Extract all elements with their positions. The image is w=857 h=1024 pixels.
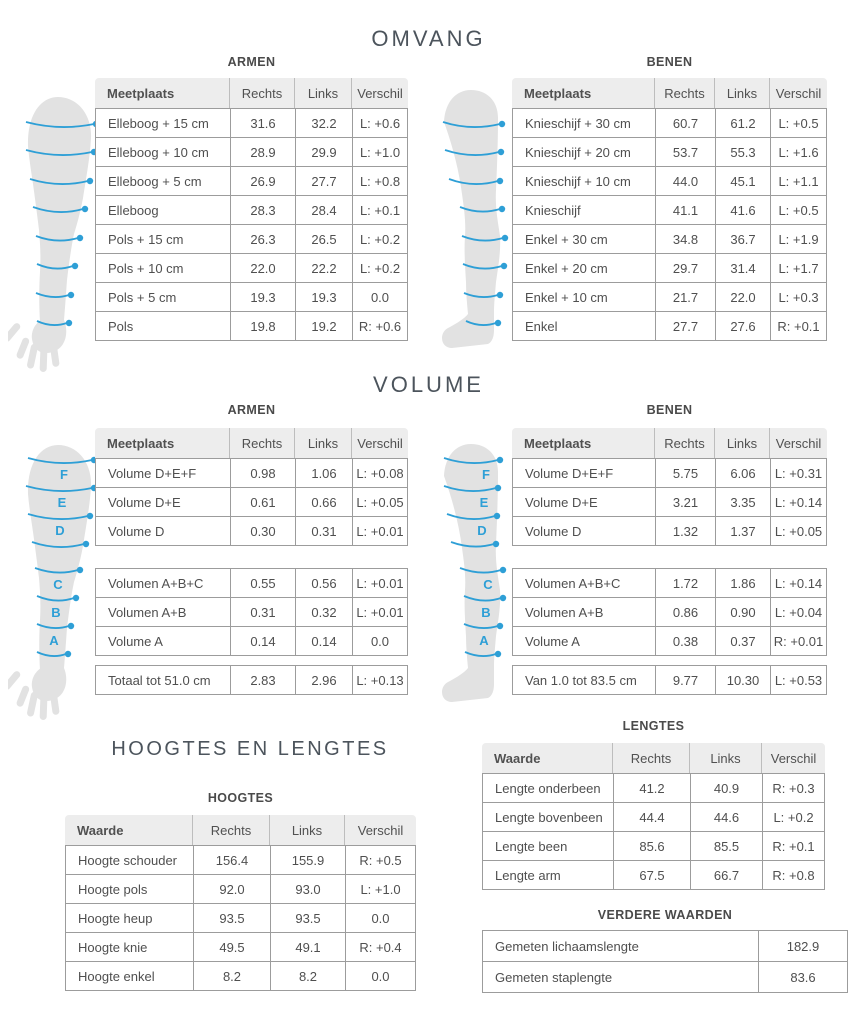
table-label-volume-benen: BENEN bbox=[646, 403, 693, 417]
row-value-verschil: R: +0.1 bbox=[762, 831, 825, 860]
col-verschil: Verschil bbox=[352, 428, 408, 458]
row-value-verschil: L: +0.2 bbox=[352, 253, 408, 282]
table-row bbox=[482, 860, 825, 890]
table-row bbox=[95, 597, 408, 626]
table-row bbox=[65, 874, 416, 903]
row-label: Volume D+E+F bbox=[95, 458, 230, 487]
row-value-links: 0.56 bbox=[295, 568, 352, 597]
row-label: Volume D bbox=[512, 516, 655, 546]
row-value-verschil: L: +0.14 bbox=[770, 487, 827, 516]
row-value-rechts: 8.2 bbox=[193, 961, 270, 991]
row-value-verschil: L: +1.0 bbox=[352, 137, 408, 166]
row-label: Gemeten lichaamslengte bbox=[482, 930, 758, 961]
row-label: Lengte bovenbeen bbox=[482, 802, 613, 831]
header-row bbox=[65, 815, 416, 845]
row-value-links: 1.06 bbox=[295, 458, 352, 487]
table-label-omvang-benen: BENEN bbox=[646, 55, 693, 69]
row-value-links: 1.86 bbox=[715, 568, 770, 597]
row-value-rechts: 19.8 bbox=[230, 311, 295, 341]
header-row bbox=[95, 78, 408, 108]
arm-illustration-omvang bbox=[8, 84, 103, 374]
zone-label-a: A bbox=[49, 633, 59, 648]
row-value-verschil: L: +0.13 bbox=[352, 665, 408, 695]
table-label-hoogtes: HOOGTES bbox=[207, 791, 274, 805]
row-label: Volumen A+B bbox=[95, 597, 230, 626]
table-row bbox=[65, 903, 416, 932]
row-value-rechts: 92.0 bbox=[193, 874, 270, 903]
col-verschil: Verschil bbox=[345, 815, 416, 845]
volume-armen-total-table bbox=[95, 665, 408, 695]
row-value-links: 10.30 bbox=[715, 665, 770, 695]
row-label: Gemeten staplengte bbox=[482, 961, 758, 993]
table-row bbox=[482, 961, 848, 993]
row-value-rechts: 0.38 bbox=[655, 626, 715, 656]
row-label: Volume A bbox=[95, 626, 230, 656]
row-value-verschil: L: +0.04 bbox=[770, 597, 827, 626]
row-label: Lengte been bbox=[482, 831, 613, 860]
volume-benen-upper-table bbox=[512, 428, 827, 546]
verdere-waarden-table bbox=[482, 930, 848, 993]
row-value-links: 66.7 bbox=[690, 860, 762, 890]
row-value-verschil: L: +0.08 bbox=[352, 458, 408, 487]
row-value-rechts: 0.98 bbox=[230, 458, 295, 487]
row-value-verschil: R: +0.6 bbox=[352, 311, 408, 341]
row-value-rechts: 1.32 bbox=[655, 516, 715, 546]
table-row bbox=[512, 487, 827, 516]
table-row bbox=[95, 224, 408, 253]
row-value-verschil: L: +1.1 bbox=[770, 166, 827, 195]
omvang-benen-table bbox=[512, 78, 827, 341]
row-value-verschil: L: +0.6 bbox=[352, 108, 408, 137]
row-value-verschil: 0.0 bbox=[352, 282, 408, 311]
table-row bbox=[95, 626, 408, 656]
row-value-verschil: L: +0.05 bbox=[352, 487, 408, 516]
row-label: Enkel + 10 cm bbox=[512, 282, 655, 311]
col-links: Links bbox=[295, 428, 352, 458]
row-value-links: 36.7 bbox=[715, 224, 770, 253]
row-value-rechts: 19.3 bbox=[230, 282, 295, 311]
col-verschil: Verschil bbox=[770, 428, 827, 458]
row-value-rechts: 0.61 bbox=[230, 487, 295, 516]
row-value-links: 31.4 bbox=[715, 253, 770, 282]
col-rechts: Rechts bbox=[613, 743, 690, 773]
row-label: Volume D+E bbox=[512, 487, 655, 516]
row-label: Elleboog + 15 cm bbox=[95, 108, 230, 137]
col-waarde: Waarde bbox=[482, 743, 613, 773]
row-label: Hoogte enkel bbox=[65, 961, 193, 991]
table-row bbox=[512, 282, 827, 311]
row-value-links: 55.3 bbox=[715, 137, 770, 166]
table-row bbox=[512, 626, 827, 656]
zone-label-d: D bbox=[55, 523, 65, 538]
row-value-verschil: 0.0 bbox=[345, 903, 416, 932]
row-value-verschil: L: +0.14 bbox=[770, 568, 827, 597]
row-label: Lengte arm bbox=[482, 860, 613, 890]
zone-label-b: B bbox=[481, 605, 491, 620]
row-value-rechts: 44.4 bbox=[613, 802, 690, 831]
row-label: Totaal tot 51.0 cm bbox=[95, 665, 230, 695]
row-value-verschil: L: +0.1 bbox=[352, 195, 408, 224]
row-value-links: 2.96 bbox=[295, 665, 352, 695]
row-value-links: 0.31 bbox=[295, 516, 352, 546]
row-value-rechts: 26.9 bbox=[230, 166, 295, 195]
row-value-rechts: 60.7 bbox=[655, 108, 715, 137]
row-label: Hoogte schouder bbox=[65, 845, 193, 874]
section-title-omvang: OMVANG bbox=[371, 26, 486, 51]
zone-label-f: F bbox=[482, 467, 490, 482]
row-value-rechts: 34.8 bbox=[655, 224, 715, 253]
row-value-links: 19.2 bbox=[295, 311, 352, 341]
row-value-links: 85.5 bbox=[690, 831, 762, 860]
row-value-verschil: 0.0 bbox=[352, 626, 408, 656]
row-value-verschil: L: +0.01 bbox=[352, 568, 408, 597]
row-value-rechts: 0.31 bbox=[230, 597, 295, 626]
table-label-volume-armen: ARMEN bbox=[227, 403, 276, 417]
row-value-links: 3.35 bbox=[715, 487, 770, 516]
row-value-links: 49.1 bbox=[270, 932, 345, 961]
row-value-rechts: 93.5 bbox=[193, 903, 270, 932]
row-value-rechts: 3.21 bbox=[655, 487, 715, 516]
row-value-rechts: 29.7 bbox=[655, 253, 715, 282]
row-label: Pols + 15 cm bbox=[95, 224, 230, 253]
row-value-verschil: L: +0.5 bbox=[770, 195, 827, 224]
row-value-rechts: 31.6 bbox=[230, 108, 295, 137]
table-row bbox=[95, 487, 408, 516]
row-label: Volume D+E bbox=[95, 487, 230, 516]
row-label: Volumen A+B+C bbox=[95, 568, 230, 597]
col-meetplaats: Meetplaats bbox=[512, 428, 655, 458]
row-label: Pols bbox=[95, 311, 230, 341]
row-value-links: 6.06 bbox=[715, 458, 770, 487]
table-row bbox=[95, 253, 408, 282]
row-value-rechts: 22.0 bbox=[230, 253, 295, 282]
row-value-rechts: 0.55 bbox=[230, 568, 295, 597]
col-meetplaats: Meetplaats bbox=[512, 78, 655, 108]
table-row bbox=[512, 195, 827, 224]
table-row bbox=[95, 516, 408, 546]
header-row bbox=[95, 428, 408, 458]
col-rechts: Rechts bbox=[230, 78, 295, 108]
row-value-verschil: L: +1.0 bbox=[345, 874, 416, 903]
omvang-armen-table bbox=[95, 78, 408, 341]
row-value-rechts: 85.6 bbox=[613, 831, 690, 860]
table-row bbox=[512, 516, 827, 546]
table-row bbox=[482, 831, 825, 860]
table-row bbox=[512, 108, 827, 137]
row-value-links: 27.7 bbox=[295, 166, 352, 195]
row-value-rechts: 0.30 bbox=[230, 516, 295, 546]
row-value-verschil: R: +0.3 bbox=[762, 773, 825, 802]
table-label-verdere-waarden: VERDERE WAARDEN bbox=[597, 908, 733, 922]
col-meetplaats: Meetplaats bbox=[95, 428, 230, 458]
row-value-links: 29.9 bbox=[295, 137, 352, 166]
table-row bbox=[95, 137, 408, 166]
row-label: Volumen A+B+C bbox=[512, 568, 655, 597]
hoogtes-table bbox=[65, 815, 416, 991]
row-value-verschil: L: +0.31 bbox=[770, 458, 827, 487]
section-title-hoogtes-en-lengtes: HOOGTES EN LENGTES bbox=[111, 738, 389, 760]
zone-label-b: B bbox=[51, 605, 61, 620]
row-value-rechts: 28.9 bbox=[230, 137, 295, 166]
col-verschil: Verschil bbox=[762, 743, 825, 773]
row-value-links: 0.37 bbox=[715, 626, 770, 656]
row-label: Pols + 10 cm bbox=[95, 253, 230, 282]
row-label: Enkel + 20 cm bbox=[512, 253, 655, 282]
row-value-rechts: 21.7 bbox=[655, 282, 715, 311]
table-row bbox=[512, 224, 827, 253]
row-value-verschil: L: +0.01 bbox=[352, 597, 408, 626]
row-value-verschil: L: +0.3 bbox=[770, 282, 827, 311]
row-value-rechts: 1.72 bbox=[655, 568, 715, 597]
table-row bbox=[65, 845, 416, 874]
row-label: Volumen A+B bbox=[512, 597, 655, 626]
row-value-verschil: L: +1.7 bbox=[770, 253, 827, 282]
row-value-links: 0.32 bbox=[295, 597, 352, 626]
row-value-rechts: 41.1 bbox=[655, 195, 715, 224]
section-title-volume: VOLUME bbox=[373, 372, 484, 397]
col-links: Links bbox=[270, 815, 345, 845]
col-links: Links bbox=[715, 78, 770, 108]
header-row bbox=[482, 743, 825, 773]
row-label: Volume A bbox=[512, 626, 655, 656]
table-row bbox=[95, 665, 408, 695]
zone-label-e: E bbox=[57, 495, 67, 510]
col-meetplaats: Meetplaats bbox=[95, 78, 230, 108]
row-value-verschil: R: +0.4 bbox=[345, 932, 416, 961]
row-label: Knieschijf + 30 cm bbox=[512, 108, 655, 137]
table-row bbox=[95, 282, 408, 311]
col-waarde: Waarde bbox=[65, 815, 193, 845]
row-value-verschil: L: +0.05 bbox=[770, 516, 827, 546]
row-value-links: 8.2 bbox=[270, 961, 345, 991]
row-label: Pols + 5 cm bbox=[95, 282, 230, 311]
row-value-rechts: 0.14 bbox=[230, 626, 295, 656]
lengtes-table bbox=[482, 743, 825, 890]
row-label: Volume D bbox=[95, 516, 230, 546]
row-value-links: 28.4 bbox=[295, 195, 352, 224]
row-value-verschil: L: +0.2 bbox=[762, 802, 825, 831]
row-value-rechts: 26.3 bbox=[230, 224, 295, 253]
header-row bbox=[512, 78, 827, 108]
table-row bbox=[95, 195, 408, 224]
table-label-lengtes: LENGTES bbox=[622, 719, 685, 733]
row-value-verschil: R: +0.1 bbox=[770, 311, 827, 341]
table-row bbox=[512, 311, 827, 341]
arm-illustration-volume bbox=[8, 432, 103, 722]
row-value-links: 0.66 bbox=[295, 487, 352, 516]
row-value-links: 93.0 bbox=[270, 874, 345, 903]
volume-armen-lower-table bbox=[95, 568, 408, 656]
row-value-rechts: 9.77 bbox=[655, 665, 715, 695]
row-value-verschil: L: +0.8 bbox=[352, 166, 408, 195]
row-value-links: 22.2 bbox=[295, 253, 352, 282]
row-label: Enkel bbox=[512, 311, 655, 341]
table-label-omvang-armen: ARMEN bbox=[227, 55, 276, 69]
table-row bbox=[95, 108, 408, 137]
row-value-links: 40.9 bbox=[690, 773, 762, 802]
volume-armen-upper-table bbox=[95, 428, 408, 546]
row-label: Hoogte pols bbox=[65, 874, 193, 903]
volume-benen-total-table bbox=[512, 665, 827, 695]
row-value-links: 45.1 bbox=[715, 166, 770, 195]
row-label: Van 1.0 tot 83.5 cm bbox=[512, 665, 655, 695]
row-label: Knieschijf + 20 cm bbox=[512, 137, 655, 166]
row-value-verschil: L: +0.01 bbox=[352, 516, 408, 546]
row-value-links: 19.3 bbox=[295, 282, 352, 311]
row-value-verschil: L: +0.53 bbox=[770, 665, 827, 695]
row-value-rechts: 27.7 bbox=[655, 311, 715, 341]
row-value-rechts: 53.7 bbox=[655, 137, 715, 166]
row-value-verschil: R: +0.01 bbox=[770, 626, 827, 656]
row-value-verschil: L: +0.2 bbox=[352, 224, 408, 253]
table-row bbox=[482, 773, 825, 802]
table-row bbox=[482, 930, 848, 961]
row-value-rechts: 156.4 bbox=[193, 845, 270, 874]
row-label: Knieschijf bbox=[512, 195, 655, 224]
col-rechts: Rechts bbox=[655, 428, 715, 458]
table-row bbox=[95, 568, 408, 597]
zone-label-f: F bbox=[60, 467, 68, 482]
row-label: Hoogte heup bbox=[65, 903, 193, 932]
row-value-links: 32.2 bbox=[295, 108, 352, 137]
table-row bbox=[95, 166, 408, 195]
row-value-links: 155.9 bbox=[270, 845, 345, 874]
row-value-value: 83.6 bbox=[758, 961, 848, 993]
row-value-verschil: R: +0.5 bbox=[345, 845, 416, 874]
table-row bbox=[512, 253, 827, 282]
row-value-rechts: 0.86 bbox=[655, 597, 715, 626]
row-value-value: 182.9 bbox=[758, 930, 848, 961]
row-label: Elleboog bbox=[95, 195, 230, 224]
table-row bbox=[512, 166, 827, 195]
zone-label-d: D bbox=[477, 523, 487, 538]
row-value-rechts: 49.5 bbox=[193, 932, 270, 961]
row-value-verschil: L: +1.9 bbox=[770, 224, 827, 253]
row-value-rechts: 2.83 bbox=[230, 665, 295, 695]
row-value-links: 1.37 bbox=[715, 516, 770, 546]
row-value-links: 26.5 bbox=[295, 224, 352, 253]
volume-benen-lower-table bbox=[512, 568, 827, 656]
row-label: Knieschijf + 10 cm bbox=[512, 166, 655, 195]
row-label: Lengte onderbeen bbox=[482, 773, 613, 802]
row-label: Volume D+E+F bbox=[512, 458, 655, 487]
row-value-links: 0.90 bbox=[715, 597, 770, 626]
col-verschil: Verschil bbox=[352, 78, 408, 108]
col-verschil: Verschil bbox=[770, 78, 827, 108]
row-value-verschil: 0.0 bbox=[345, 961, 416, 991]
row-value-verschil: L: +1.6 bbox=[770, 137, 827, 166]
table-row bbox=[65, 932, 416, 961]
table-row bbox=[512, 665, 827, 695]
row-value-rechts: 67.5 bbox=[613, 860, 690, 890]
table-row bbox=[95, 458, 408, 487]
row-value-rechts: 44.0 bbox=[655, 166, 715, 195]
col-links: Links bbox=[295, 78, 352, 108]
table-row bbox=[65, 961, 416, 991]
row-label: Elleboog + 10 cm bbox=[95, 137, 230, 166]
col-rechts: Rechts bbox=[655, 78, 715, 108]
row-value-links: 0.14 bbox=[295, 626, 352, 656]
col-rechts: Rechts bbox=[230, 428, 295, 458]
table-row bbox=[512, 568, 827, 597]
row-label: Hoogte knie bbox=[65, 932, 193, 961]
row-value-verschil: R: +0.8 bbox=[762, 860, 825, 890]
table-row bbox=[95, 311, 408, 341]
col-links: Links bbox=[715, 428, 770, 458]
row-value-links: 27.6 bbox=[715, 311, 770, 341]
zone-label-e: E bbox=[479, 495, 489, 510]
row-value-links: 22.0 bbox=[715, 282, 770, 311]
zone-label-c: C bbox=[483, 577, 493, 592]
row-value-links: 44.6 bbox=[690, 802, 762, 831]
row-label: Elleboog + 5 cm bbox=[95, 166, 230, 195]
header-row bbox=[512, 428, 827, 458]
zone-label-c: C bbox=[53, 577, 63, 592]
row-value-rechts: 5.75 bbox=[655, 458, 715, 487]
row-value-links: 61.2 bbox=[715, 108, 770, 137]
row-value-links: 41.6 bbox=[715, 195, 770, 224]
row-value-links: 93.5 bbox=[270, 903, 345, 932]
row-value-rechts: 41.2 bbox=[613, 773, 690, 802]
col-links: Links bbox=[690, 743, 762, 773]
row-value-rechts: 28.3 bbox=[230, 195, 295, 224]
col-rechts: Rechts bbox=[193, 815, 270, 845]
table-row bbox=[512, 597, 827, 626]
table-row bbox=[482, 802, 825, 831]
row-value-verschil: L: +0.5 bbox=[770, 108, 827, 137]
table-row bbox=[512, 137, 827, 166]
zone-label-a: A bbox=[479, 633, 489, 648]
table-row bbox=[512, 458, 827, 487]
row-label: Enkel + 30 cm bbox=[512, 224, 655, 253]
